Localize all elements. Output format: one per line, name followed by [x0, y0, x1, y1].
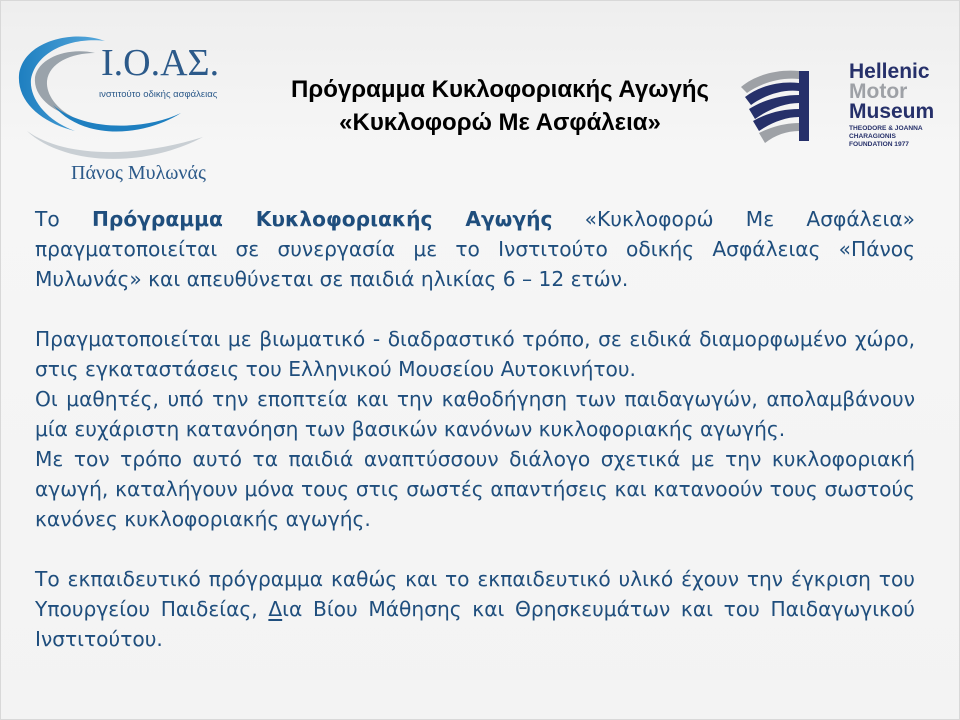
paragraph-intro [35, 204, 915, 294]
title-line-2: «Κυκλοφορώ Με Ασφάλεια» [339, 109, 661, 136]
hmm-line2: Motor [849, 80, 908, 103]
ioas-person: Πάνος Μυλωνάς [71, 162, 206, 184]
hmm-line1: Hellenic [849, 60, 930, 83]
hmm-foundation3: FOUNDATION 1977 [849, 141, 909, 148]
ioas-subtitle: ινστιτούτο οδικής ασφάλειας [99, 89, 218, 100]
hellenic-motor-museum-logo-icon [737, 53, 947, 153]
ioas-name: Ι.Ο.ΑΣ. [101, 42, 220, 84]
hmm-foundation2: CHARAGIONIS [849, 133, 896, 140]
approval-underlined-letter: Δ [268, 597, 283, 621]
paragraph-method: Πραγματοποιείται με βιωματικό - διαδραστικό τρόπο, σε ειδικά διαμορφωμένο χώρο, στις εγκαταστάσεις του Ελληνικού Μουσείου Αυτοκινήτου. [35, 327, 915, 381]
hmm-foundation1: THEODORE & JOANNA [849, 125, 923, 132]
hmm-line3: Museum [849, 100, 935, 123]
approval-pre: Το εκπαιδευτικό πρόγραμμα καθώς και το εκπαιδευτικό υλικό έχουν την έγκριση του Υπουργείου Παιδείας, [35, 567, 915, 621]
paragraph-dialogue: Με τον τρόπο αυτό τα παιδιά αναπτύσσουν διάλογο σχετικά με την κυκλοφοριακή αγωγή, καταλήγουν μόνα τους στις σωστές απαντήσεις και κατανοούν τους σωστούς κανόνες κυκλοφοριακής αγωγής. [35, 447, 915, 531]
title-line-1: Πρόγραμμα Κυκλοφοριακής Αγωγής [291, 76, 709, 103]
body-text [35, 204, 915, 654]
program-name-strong: Πρόγραμμα Κυκλοφοριακής Αγωγής [91, 207, 553, 231]
ioas-logo-icon [13, 19, 235, 197]
paragraph-approval [35, 564, 915, 654]
paragraph-students: Οι μαθητές, υπό την εποπτεία και την καθοδήγηση των παιδαγωγών, απολαμβάνουν μία ευχάριστη κατανόηση των βασικών κανόνων κυκλοφοριακής αγωγής. [35, 387, 915, 441]
page-title [237, 73, 763, 139]
approval-post: ια Βίου Μάθησης και Θρησκευμάτων και του Παιδαγωγικού Ινστιτούτου. [35, 597, 915, 651]
intro-post: «Κυκλοφορώ Με Ασφάλεια» πραγματοποιείται σε συνεργασία με το Ινστιτούτο οδικής Ασφάλειας «Πάνος Μυλωνάς» και απευθύνεται σε παιδιά ηλικίας 6 – 12 ετών. [35, 207, 915, 291]
intro-pre: Το [35, 207, 92, 231]
